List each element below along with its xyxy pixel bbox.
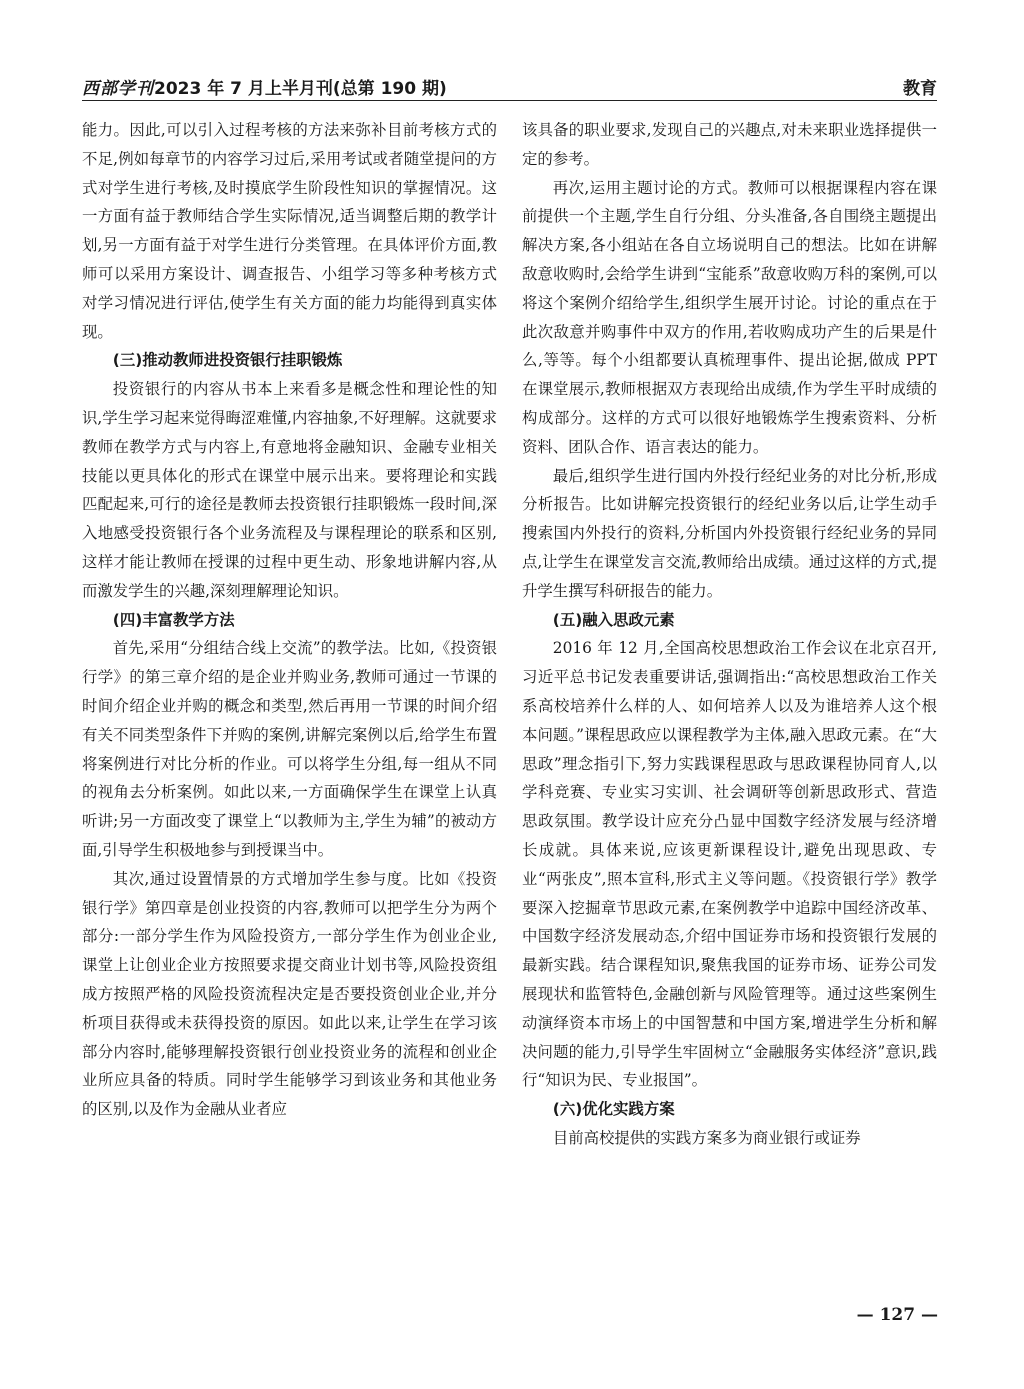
body-paragraph: 2016 年 12 月,全国高校思想政治工作会议在北京召开,习近平总书记发表重要讲话,强调指出:“高校思想政治工作关系高校培养什么样的人、如何培养人以及为谁培养人这个根本问题。”课程思政应以课程教学为主体,融入思政元素。在“大思政”理念指引下,努力实践课程思政与思政课程协同育人,以学科竞赛、专业实习实训、社会调研等创新思政形式、营造思政氛围。教学设计应充分凸显中国数字经济发展与经济增长成就。具体来说,应该更新课程设计,避免出现思政、专业“两张皮”,照本宣科,形式主义等问题。《投资银行学》教学要深入挖掘章节思政元素,在案例教学中追踪中国经济改革、中国数字经济发展动态,介绍中国证券市场和投资银行发展的最新实践。结合课程知识,聚焦我国的证券市场、证券公司发展现状和监管特色,金融创新与风险管理等。通过这些案例生动演绎资本市场上的中国智慧和中国方案,增进学生分析和解决问题的能力,引导学生牢固树立“金融服务实体经济”意识,践行“知识为民、专业报国”。 xyxy=(522,639,937,1090)
body-paragraph: 最后,组织学生进行国内外投行经纪业务的对比分析,形成分析报告。比如讲解完投资银行的经纪业务以后,让学生动手搜索国内外投行的资料,分析国内外投资银行经纪业务的异同点,让学生在课堂发言交流,教师给出成绩。通过这样的方式,提升学生撰写科研报告的能力。 xyxy=(522,466,937,600)
body-paragraph: 能力。因此,可以引入过程考核的方法来弥补目前考核方式的不足,例如每章节的内容学习过后,采用考试或者随堂提问的方式对学生进行考核,及时摸底学生阶段性知识的掌握情况。这一方面有益于教师结合学生实际情况,适当调整后期的教学计划,另一方面有益于对学生进行分类管理。在具体评价方面,教师可以采用方案设计、调查报告、小组学习等多种考核方式对学习情况进行评估,使学生有关方面的能力均能得到真实体现。 xyxy=(82,121,497,341)
section-heading: (三)推动教师进投资银行挂职锻炼 xyxy=(112,351,343,370)
body-paragraph: 其次,通过设置情景的方式增加学生参与度。比如《投资银行学》第四章是创业投资的内容,教师可以把学生分为两个部分:一部分学生作为风险投资方,一部分学生作为创业企业,课堂上让创业企业方按照要求提交商业计划书等,风险投资组成方按照严格的风险投资流程决定是否要投资创业企业,并分析项目获得或未获得投资的原因。如此以来,让学生在学习该部分内容时,能够理解投资银行创业投资业务的流程和创业企业所应具备的特质。同时学生能够学习到该业务和其他业务的区别,以及作为金融从业者应 xyxy=(82,869,497,1119)
body-paragraph: 首先,采用“分组结合线上交流”的教学法。比如,《投资银行学》的第三章介绍的是企业并购业务,教师可通过一节课的时间介绍企业并购的概念和类型,然后再用一节课的时间介绍有关不同类型条件下并购的案例,讲解完案例以后,给学生布置将案例进行对比分析的作业。可以将学生分组,每一组从不同的视角去分析案例。如此以来,一方面确保学生在课堂上认真听讲;另一方面改变了课堂上“以教师为主,学生为辅”的被动方面,引导学生积极地参与到授课当中。 xyxy=(82,639,497,859)
section-name: 教育 xyxy=(903,79,937,99)
section-heading: (六)优化实践方案 xyxy=(552,1100,675,1119)
section-heading: (四)丰富教学方法 xyxy=(112,610,235,629)
journal-title xyxy=(82,74,447,99)
body-paragraph: 目前高校提供的实践方案多为商业银行或证券 xyxy=(552,1128,861,1147)
body-paragraph: 该具备的职业要求,发现自己的兴趣点,对未来职业选择提供一定的参考。 xyxy=(522,121,937,168)
body-paragraph: 投资银行的内容从书本上来看多是概念性和理论性的知识,学生学习起来觉得晦涩难懂,内容抽象,不好理解。这就要求教师在教学方式与内容上,有意地将金融知识、金融专业相关技能以更具体化的形式在课堂中展示出来。要将理论和实践匹配起来,可行的途径是教师去投资银行挂职锻炼一段时间,深入地感受投资银行各个业务流程及与课程理论的联系和区别,这样才能让教师在授课的过程中更生动、形象地讲解内容,从而激发学生的兴趣,深刻理解理论知识。 xyxy=(82,380,497,600)
issue-info: 2023 年 7 月上半月刊(总第 190 期) xyxy=(154,79,447,99)
journal-logo: 西部学刊 xyxy=(82,79,154,99)
running-header xyxy=(82,70,937,101)
page-number: — 127 — xyxy=(856,1305,938,1325)
body-paragraph: 再次,运用主题讨论的方式。教师可以根据课程内容在课前提供一个主题,学生自行分组、分头准备,各自围绕主题提出解决方案,各小组站在各自立场说明自己的想法。比如在讲解敌意收购时,会给学生讲到“宝能系”敌意收购万科的案例,可以将这个案例介绍给学生,组织学生展开讨论。讨论的重点在于此次敌意并购事件中双方的作用,若收购成功产生的后果是什么,等等。每个小组都要认真梳理事件、提出论据,做成 PPT 在课堂展示,教师根据双方表现给出成绩,作为学生平时成绩的构成部分。这样的方式可以很好地锻炼学生搜索资料、分析资料、团队合作、语言表达的能力。 xyxy=(522,178,937,456)
right-column xyxy=(522,116,937,1153)
left-column xyxy=(82,116,497,1124)
section-heading: (五)融入思政元素 xyxy=(552,610,675,629)
